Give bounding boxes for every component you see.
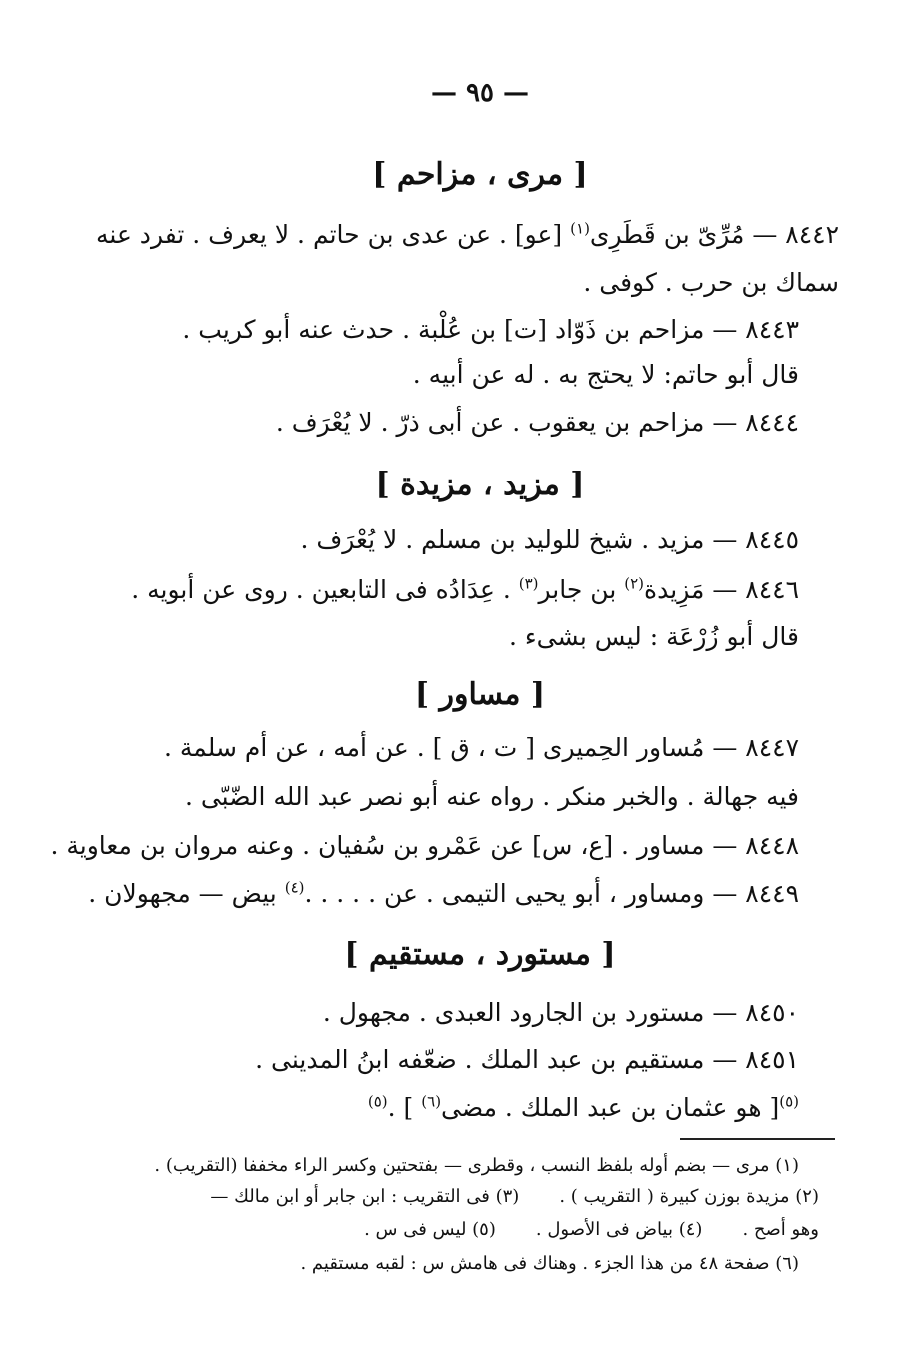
entry-line [323, 993, 799, 1033]
entry-text: — مُساور الحِميرى [ ت ، ق ] . عن أمه ، عن أم سلمة . [164, 733, 738, 762]
footnote: (٥) ليس فى س . [364, 1219, 496, 1240]
footnote-divider [680, 1138, 835, 1140]
entry-text: [عو] . عن عدى بن حاتم . لا يعرف . تفرد عنه [96, 220, 563, 249]
entry-line [96, 215, 839, 255]
entry-line [583, 263, 839, 303]
footnote-marker: (٥) [779, 1092, 799, 1111]
entry-number: ٨٤٤٣ [745, 315, 799, 344]
entry-text: ] . [387, 1093, 414, 1122]
entry-number: ٨٤٤٨ [745, 831, 799, 860]
entry-line [50, 826, 799, 866]
footnote: (١) مرى — بضم أوله بلفظ النسب ، وقطرى — بفتحتين وكسر الراء مخففا (التقريب) . [154, 1155, 799, 1176]
section-heading: [ مرى ، مزاحم ] [372, 157, 588, 192]
footnote: وهو أصح . [742, 1219, 819, 1240]
footnote: (٢) مزيدة بوزن كبيرة ( التقريب ) . [559, 1186, 819, 1207]
entry-line [164, 728, 799, 768]
entry-text: [ هو عثمان بن عبد الملك . مضى [441, 1093, 780, 1122]
footnote-marker: (٤) [284, 878, 305, 897]
entry-number: ٨٤٥٠ [745, 998, 799, 1027]
entry-number: ٨٤٤٥ [745, 525, 799, 554]
page-number: — ٩٥ — [430, 78, 530, 108]
entry-text: بن جابر [538, 575, 617, 604]
entry-line [300, 520, 799, 560]
entry-text: سماك بن حرب . كوفى . [583, 268, 839, 297]
entry-line [131, 570, 799, 610]
entry-line [276, 403, 799, 443]
entry-text: — مَزِيدة [644, 575, 738, 604]
entry-text: — مزيد . شيخ للوليد بن مسلم . لا يُعْرَف . [300, 525, 738, 554]
entry-number: ٨٤٤٦ [745, 575, 799, 604]
entry-text: — مزاحم بن يعقوب . عن أبى ذرّ . لا يُعْرَف . [275, 408, 738, 437]
entry-text: قال أبو زُرْعَة : ليس بشىء . [509, 622, 799, 651]
entry-line [368, 1088, 799, 1128]
entry-text: . عِدَادُه فى التابعين . روى عن أبويه . [131, 575, 511, 604]
section-heading: [ مستورد ، مستقيم ] [344, 937, 616, 972]
footnote-marker: (٦) [421, 1092, 442, 1111]
footnote-marker: (٣) [518, 574, 539, 593]
entry-text: — مستقيم بن عبد الملك . ضعّفه ابنُ المدينى . [255, 1045, 738, 1074]
entry-number: ٨٤٤٩ [745, 879, 799, 908]
entry-text: — مزاحم بن ذَوّاد [ت] بن عُلْبة . حدث عنه أبو كريب . [182, 315, 738, 344]
footnote: (٣) فى التقريب : ابن جابر أو ابن مالك — [210, 1186, 520, 1207]
entry-line [182, 310, 799, 350]
footnote: (٦) صفحة ٤٨ من هذا الجزء . وهناك فى هامش س : لقبه مستقيم . [300, 1253, 799, 1274]
footnote-marker: (٥) [367, 1092, 388, 1111]
footnote-line [210, 1183, 819, 1211]
entry-line [255, 1040, 799, 1080]
entry-number: ٨٤٤٧ [745, 733, 799, 762]
entry-text: بيض — مجهولان . [88, 879, 277, 908]
entry-line [413, 355, 799, 395]
entry-number: ٨٤٤٤ [745, 408, 799, 437]
entry-line [509, 617, 799, 657]
footnote-line [364, 1216, 819, 1244]
entry-number: ٨٤٤٢ [785, 220, 839, 249]
footnote-marker: (١) [570, 219, 590, 238]
footnote: (٤) بياض فى الأصول . [535, 1219, 703, 1240]
entry-text: — مستورد بن الجارود العبدى . مجهول . [322, 998, 738, 1027]
section-heading: [ مزيد ، مزيدة ] [375, 467, 585, 502]
entry-text: — مساور . [ع، س] عن عَمْرو بن سُفيان . وعنه مروان بن معاوية . [50, 831, 738, 860]
entry-line [185, 777, 799, 817]
entry-line [88, 874, 799, 914]
entry-text: — مُرِّىّ بن قَطَرِى [589, 220, 778, 249]
entry-text: قال أبو حاتم: لا يحتج به . له عن أبيه . [412, 360, 799, 389]
entry-text: — ومساور ، أبو يحيى التيمى . عن . . . . . [304, 879, 738, 908]
entry-number: ٨٤٥١ [745, 1045, 799, 1074]
entry-text: فيه جهالة . والخبر منكر . رواه عنه أبو نصر عبد الله الضّبّى . [184, 782, 799, 811]
section-heading: [ مساور ] [414, 677, 546, 712]
footnote-marker: (٢) [624, 574, 645, 593]
